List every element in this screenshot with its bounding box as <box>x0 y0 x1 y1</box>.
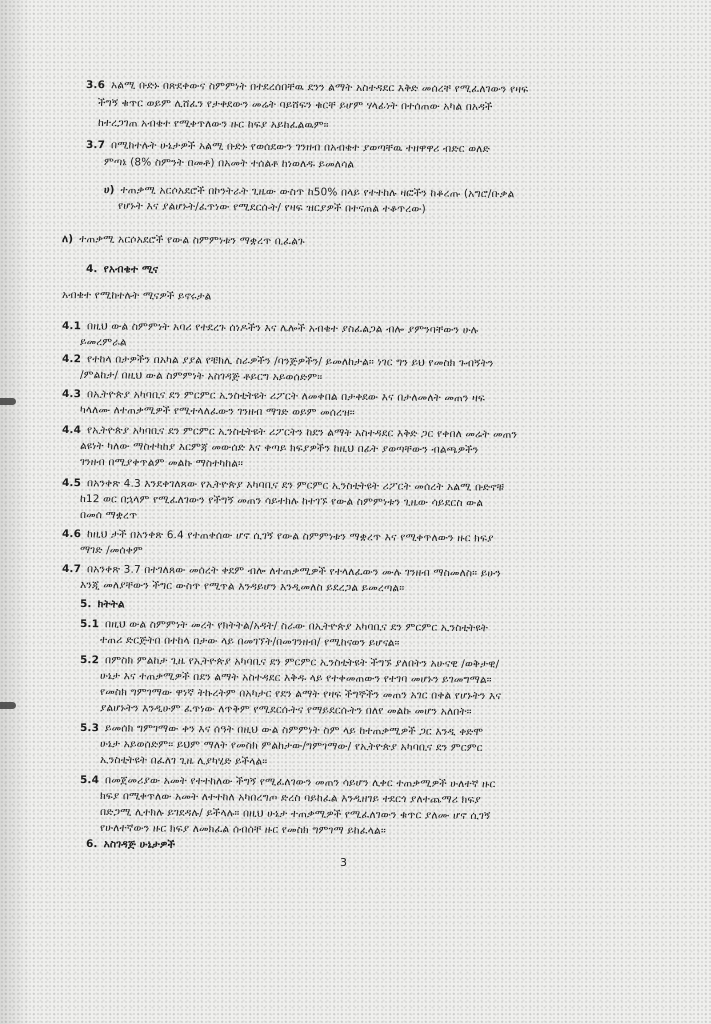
section-heading <box>80 598 125 610</box>
text-line <box>80 336 127 348</box>
line-text: ኢንስቲትዩት በፈለገ ጊዜ ሊያካሂድ ይችላል። <box>99 754 268 768</box>
line-text: ሁኔታ አይወሰድም። ይህም ማለት የመስክ ምልከታው/ግምገማው/ የኢትዮጵያ አካባቢና ደን ምርምር <box>99 738 483 755</box>
section-number: 5. <box>79 598 92 611</box>
line-text: ተጠቃሚ አርሶአደሮች በኮንትራት ጊዜው ውስጥ ከ50% በላይ የተተከሉ ዛፎችን ከቆረጡ (አግሮ/ቡቃል <box>120 184 515 201</box>
clause-number: 4.3 <box>61 388 82 401</box>
clause-number: 4.1 <box>61 320 82 333</box>
line-text: ገንዘብ በሚያቀጥልም መልኩ ማስተካከል። <box>79 456 244 470</box>
text-line <box>80 369 322 384</box>
line-text: ተጠሪ ድርጅትበ በተከላ በታው ላይ በመገኘት/በመገንዘብ/ የሚከናወን ይሆናል። <box>99 634 400 650</box>
binder-hole-mark <box>0 702 16 709</box>
clause-number: 3.6 <box>85 79 106 92</box>
clause-number: 5.4 <box>79 774 100 787</box>
line-text: ተጠቃሚ አርሶአደሮች የውል ስምምነቱን ማቋረጥ ቢፈልጉ <box>79 233 305 248</box>
line-text: እንጂ መለያቸውን ችግር ውስጥ የሚጥል እንዳይሆን እንዲመለስ ይደረጋል ይመረጣል። <box>79 579 405 595</box>
line-text: ክፍያ በሚቀጥለው አመት ለተተከለ አካበረግጦ ድረስ ባይከፈል እንዲዘገይ ተደርጎ ያለተጨማሪ ክፍያ <box>99 790 481 806</box>
line-text: ከዚህ ታች በአንቀጽ 6.4 የተጠቀሰው ሆኖ ሲገኝ የውል ስምምነቱን ማቋረጥ እና የሚቀጥለውን ዙር ክፍያ <box>86 528 494 545</box>
clause-number: 5.3 <box>79 722 100 735</box>
line-text: የተከላ በታዎችን በአካል ያያል የቼክሊ ስራዎችን /ባንጅዎችን/ ይመለከታል። ነገር ግን ይህ የመስክ ጉብኝትን <box>86 353 494 370</box>
line-text: ልዩነት ካለው ማስተካከያ እርምጃ መውሰድ እና ቀጣይ ክፍያዎችን ከዚህ በፊት ያወጣቸውን ብልጫዎችን <box>79 440 479 457</box>
binder-hole-mark <box>0 398 16 405</box>
line-text: ያልሆኑትን እንዲሁም ፈጥነው ለጥቅም የሚደርሱትና የማይደርሱትን በለየ መልኩ መሆን አለበት። <box>99 702 472 718</box>
clause-number: 4.2 <box>61 353 82 366</box>
text-line <box>62 233 305 248</box>
text-line <box>98 117 329 131</box>
line-text: በምስክ ምልከታ ጊዜ የኢትዮጵያ አካባቢና ደን ምርምር ኢንስቲትዩት ችግኙ ያለበትን አሁናዊ /ወቅታዊ/ <box>104 654 500 671</box>
clause-number: 4.4 <box>61 424 82 437</box>
line-text: በዚህ ውል ስምምነት መረት የክትትል/አዳት/ ስራው በኢትዮጵያ አካባቢና ደን ምርምር ኢንስቲትዩት <box>104 618 489 635</box>
line-text: ችግኝ ቁጥር ወይም ሊሸፈን የታቀደውን መሬት ባይሸፍን ቁርቸ ይሆም ሃላፊነት በተሰጠው አካል በአዳች <box>97 97 493 114</box>
text-line <box>100 754 267 768</box>
line-text: በዚህ ውል ስምምነት አባሪ የተደረጉ ሰነዶችን እና ሌሎች አብቄተ ያስፈልጋል ብሎ ያምንባቸውን ሁሉ <box>86 320 479 337</box>
line-text: ከ12 ወር በኋላም የሚፈለገውን የችግኝ መጠን ሳይተክሉ ከተገኙ የውል ስምምነቱን ጊዜው ሳይደርስ ውል <box>79 493 484 510</box>
line-text: ይመረምራል <box>79 336 127 349</box>
section-number: 6. <box>85 838 98 851</box>
heading-text: አስገዳጅ ሁኔታዎች <box>103 838 176 851</box>
clause-number: 3.7 <box>85 139 106 152</box>
line-text: /ምልከታ/ በዚህ ውል ስምምነት አስገዳጅ ቶይርግ አይወሰድም። <box>79 369 323 384</box>
clause-number: ለ) <box>61 233 74 246</box>
line-text: አብቄተ የሚከተሉት ሚናዎች ይኖሩታል <box>61 289 212 303</box>
line-text: ከተረጋገጠ አብቄተ የሚቀጥለውን ዙር ከፍያ አይከፈልዉም። <box>97 117 329 132</box>
heading-text: የአብቄተ ሚና <box>103 263 159 276</box>
line-text: ይመሰክ ግምገማው ቀን እና ሰዓት በዚህ ውል ስምምነት ስም ላይ ከተጠቃሚዎች ጋር እንዲ ቀድሞ <box>104 722 484 739</box>
page-number: 3 <box>340 856 347 869</box>
line-text: ማገድ /መሰቀም <box>79 544 143 557</box>
line-text: የመስክ ግምገማው ዋነኛ ትኩረትም በአካታር የደን ልማት የዛፍ ችግኞችን መጠን አገር በቀል የሆኑትን እና <box>99 686 502 703</box>
line-text: የሆኑት እና ያልሆኑት/ፈጥነው የሚደርሱት/ የዛፍ ዝርያዎች በተናጠል ተቆጥረው) <box>117 200 426 216</box>
heading-text: ክትትል <box>97 598 125 611</box>
section-heading <box>86 838 175 851</box>
clause-number: 5.1 <box>79 618 100 631</box>
text-line <box>62 289 212 303</box>
line-text: ምጣኔ (8% ስምንት በመቶ) በአመት ተሰልቶ ከነወለዱ ይመለሳል <box>103 156 355 171</box>
text-line <box>80 456 243 470</box>
line-text: በአንቀጽ 4.3 እንደቀገለጸው የኢትዮጵያ አካባቢና ደን ምርምር ኢንስቲትዩት ሪፖርት መሰረት አልሚ ቡድኖቹ <box>86 477 505 494</box>
clause-number: 4.7 <box>61 563 82 576</box>
section-number: 4. <box>85 263 98 276</box>
clause-number: 5.2 <box>79 654 100 667</box>
line-text: በአንቀጽ 3.7 በተገለጸው መሰረት ቀደም ብሎ ለተጠቃሚዎች የተላለፈውን ሙሉ ገንዘብ ማስመለስ። ይሁን <box>86 563 501 580</box>
clause-number: 4.6 <box>61 528 82 541</box>
clause-number: ሀ) <box>103 184 115 197</box>
line-text: በመጀመሪያው አመት የተተከለው ችግኝ የሚፈለገውን መጠን ሳይሆን ሊቀር ተጠቃሚዎች ሁለተኛ ዙር <box>104 774 496 791</box>
line-text: የኢትዮጵያ አካባቢና ደን ምርምር ኢንስቲትዩት ሪፖርትን ከደን ልማት አስተዳደር እቅድ ጋር የቀበለ መሬት መጠን <box>86 424 518 441</box>
text-line <box>80 509 137 522</box>
line-text: በሚከተሉት ሁኔታዎች አልሚ ቡድኑ የወሰደውን ገንዘብ በአብቄተ ያወጣቸዉ ተዘዋዋሪ ብድር ወለድ <box>110 139 490 156</box>
line-text: በመሰ ማቋረጥ <box>79 509 138 522</box>
line-text: በኢትዮጵያ አካባቢና ደን ምርምር ኢንስቲትዩት ሪፖርት ለመቀበል በታቀደው እና በታለመለት መጠን ዛፍ <box>86 388 486 405</box>
section-heading <box>86 263 158 276</box>
clause-number: 4.5 <box>61 477 82 490</box>
line-text: ካላለሙ ለተጠቃሚዎች የሚተላለፈውን ገንዘብ ማገድ ወይም መሰረዝ። <box>79 404 355 419</box>
line-text: አልሚ ቡድኑ በጽደቀውና ስምምነት በተደረሰበቸዉ ደንን ልማት አስተዳደር እቅድ መሰረቸ የሚፈለገውን የዛፍ <box>110 79 529 96</box>
text-line <box>80 544 143 557</box>
line-text: ሁኔታ እና ተጠቃሚዎች በደን ልማት አስተዳደር እቅዱ ላይ የተቀመጠውን የተገባ መሆኑን ይገመግማል። <box>99 670 492 687</box>
page-edge-shadow <box>0 0 30 1024</box>
line-text: የሁለተኛውን ዙር ክፍያ ለመክፈል ሰብሰቸ ዙር የመስክ ግምገማ ይከፈላል። <box>99 822 387 837</box>
line-text: በድጋሚ ሊተክሉ ይገደዳሉ/ ይችላሉ። በዚህ ሁኔታ ተጠቃሚዎች የሚፈለገውን ቁጥር ያለሙ ሆኖ ሲገኝ <box>99 806 491 823</box>
